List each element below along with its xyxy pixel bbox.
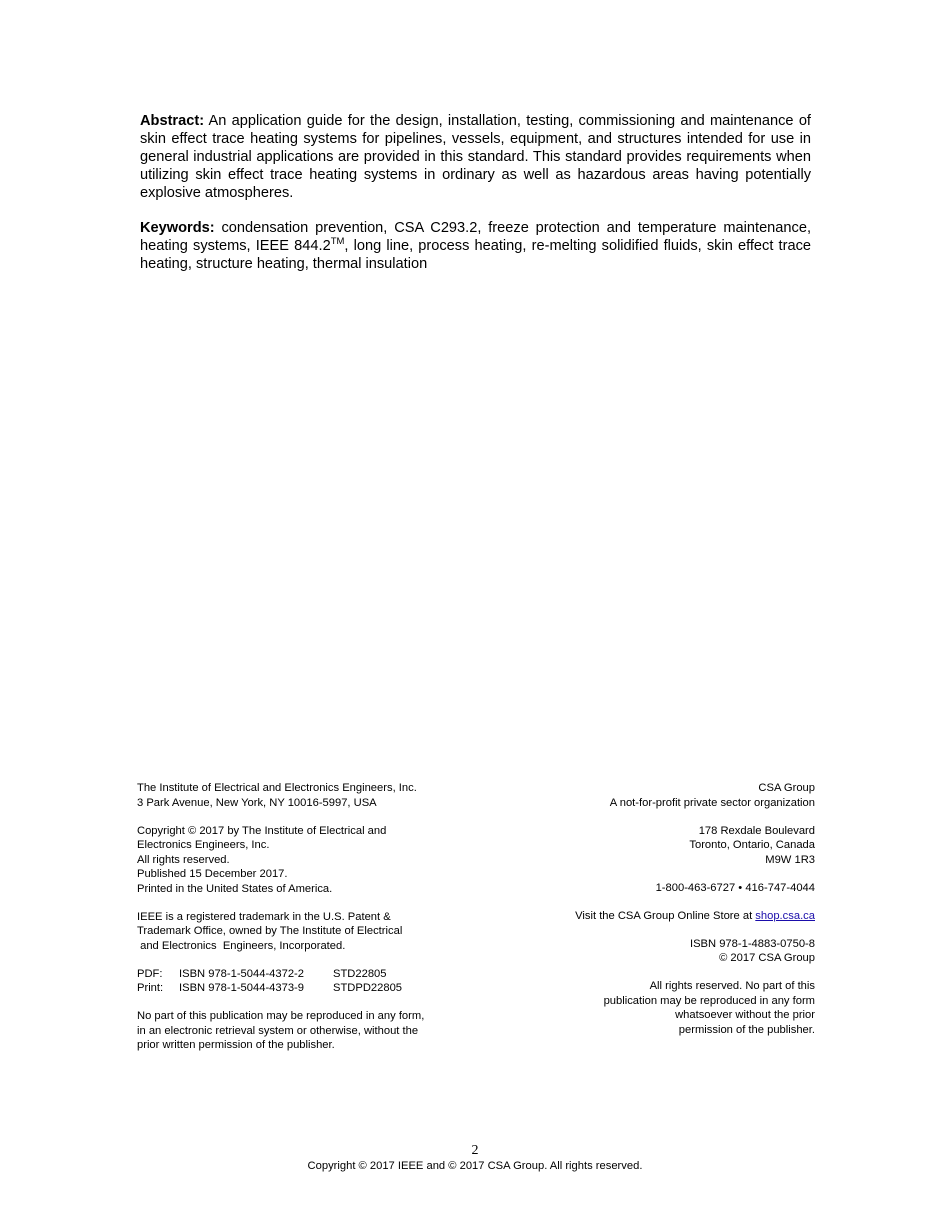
ieee-trademark-line3: and Electronics Engineers, Incorporated. [137, 939, 346, 952]
keywords-paragraph [140, 219, 811, 273]
csa-notice-line4: permission of the publisher. [678, 1023, 815, 1036]
abstract-label: Abstract: [140, 113, 205, 129]
ieee-org-name: The Institute of Electrical and Electronics Engineers, Inc. [137, 782, 417, 794]
csa-phone: 1-800-463-6727 • 416-747-4044 [655, 881, 815, 894]
ieee-printed: Printed in the United States of America. [137, 882, 333, 895]
ieee-publisher-info [137, 781, 467, 1053]
ieee-notice-line2: in an electronic retrieval system or otherwise, without the [137, 1024, 419, 1037]
ieee-address: 3 Park Avenue, New York, NY 10016-5997, USA [137, 796, 377, 809]
ieee-notice-line1: No part of this publication may be reproduced in any form, [137, 1010, 425, 1022]
csa-notice-line2: publication may be reproduced in any form [603, 994, 815, 1007]
print-std: STDPD22805 [333, 982, 403, 994]
ieee-copyright-line1: Copyright © 2017 by The Institute of Electrical and [137, 824, 387, 837]
ieee-trademark-line2: Trademark Office, owned by The Institute of Electrical [137, 925, 403, 937]
print-label: Print: [137, 982, 164, 994]
csa-org-name: CSA Group [758, 782, 815, 794]
csa-address-line3: M9W 1R3 [765, 853, 815, 866]
csa-copyright: © 2017 CSA Group [719, 952, 815, 964]
ieee-rights: All rights reserved. [137, 853, 230, 866]
ieee-trademark-line1: IEEE is a registered trademark in the U.S. Patent & [137, 910, 391, 923]
csa-publisher-info [485, 781, 815, 1037]
csa-isbn: ISBN 978-1-4883-0750-8 [689, 937, 815, 950]
csa-notice-line1: All rights reserved. No part of this [649, 980, 815, 992]
keywords-text-before: condensation prevention, CSA C293.2, freeze protection and temperature maintenance, heating systems, IEEE 844.2 [140, 220, 811, 254]
print-isbn: ISBN 978-1-5044-4373-9 [179, 982, 305, 994]
page-number: 2 [471, 1143, 479, 1158]
csa-store-line [485, 909, 815, 924]
footer-copyright: Copyright © 2017 IEEE and © 2017 CSA Group. All rights reserved. [307, 1160, 643, 1172]
abstract-text: An application guide for the design, installation, testing, commissioning and maintenance of skin effect trace heating systems for pipelines, vessels, equipment, and structures intended for use in general industrial applications are provided in this standard. This standard provides requirements when utilizing skin effect trace heating systems in ordinary as well as hazardous areas having potentially explosive atmospheres. [140, 113, 811, 201]
pdf-isbn-row [137, 967, 467, 982]
abstract-paragraph [140, 112, 811, 202]
pdf-label: PDF: [137, 967, 163, 980]
trademark-superscript: TM [330, 236, 345, 247]
csa-notice-line3: whatsoever without the prior [675, 1009, 815, 1021]
csa-address-line2: Toronto, Ontario, Canada [689, 839, 815, 851]
ieee-published: Published 15 December 2017. [137, 868, 288, 880]
csa-store-link[interactable]: shop.csa.ca [755, 909, 815, 922]
keywords-label: Keywords: [140, 220, 215, 236]
pdf-isbn: ISBN 978-1-5044-4372-2 [179, 967, 305, 980]
csa-store-text: Visit the CSA Group Online Store at [575, 909, 756, 922]
ieee-notice-line3: prior written permission of the publisher. [137, 1039, 335, 1051]
keywords-text-after: , long line, process heating, re-melting solidified fluids, skin effect trace heating, structure heating, thermal insulation [140, 238, 811, 272]
csa-org-desc: A not-for-profit private sector organization [609, 796, 815, 809]
pdf-std: STD22805 [333, 967, 387, 980]
ieee-copyright-line2: Electronics Engineers, Inc. [137, 839, 270, 851]
csa-address-line1: 178 Rexdale Boulevard [698, 824, 815, 837]
print-isbn-row [137, 981, 467, 996]
